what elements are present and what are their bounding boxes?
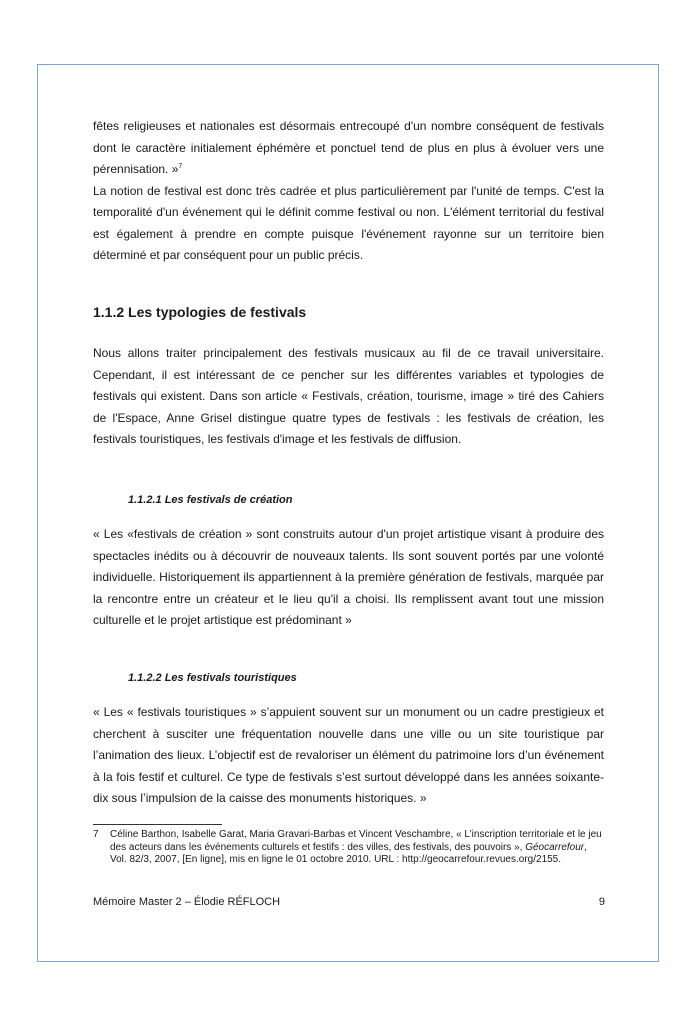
subsection-heading-1122: 1.1.2.2 Les festivals touristiques — [128, 672, 297, 684]
typologies-block — [93, 343, 604, 451]
footnote-number: 7 — [93, 829, 99, 840]
section-heading-112: 1.1.2 Les typologies de festivals — [93, 304, 307, 320]
creation-block — [93, 524, 604, 632]
paragraph-typologies: Nous allons traiter principalement des festivals musicaux au fil de ce travail universitaire. Cependant, il est intéressant de ce pencher sur les différentes variables et typologies de festivals qui existent. Dans son article « Festivals, création, tourisme, image » tiré des Cahiers de l'Espace, Anne Grisel distingue quatre types de festivals : les festivals de création, les festivals touristiques, les festivals d'image et les festivals de diffusion. — [93, 346, 604, 446]
paragraph-notion-festival: La notion de festival est donc très cadrée et plus particulièrement par l'unité de temps. C'est la temporalité d'un événement qui le définit comme festival ou non. L'élément territorial du festival est également à prendre en compte puisque l'événement rayonne sur un territoire bien déterminé et par conséquent pour un public précis. — [93, 183, 604, 262]
footnote-separator — [93, 824, 222, 825]
footnote-journal: Géocarrefour — [525, 841, 585, 853]
paragraph-creation: « Les «festivals de création » sont construits autour d'un projet artistique visant à produire des spectacles inédits ou à découvrir de nouveaux talents. Ils sont souvent portés par une volonté individuelle. Historiquement ils appartiennent à la première génération de festivals, marquée par la rencontre entre un créateur et le lieu qu'il a choisi. Ils remplissent avant tout une mission culturelle et le projet artistique est prédominant » — [93, 527, 604, 627]
top-paragraph: fêtes religieuses et nationales est désormais entrecoupé d'un nombre conséquent de festivals dont le caractère initialement éphémère et ponctuel tend de plus en plus à évoluer vers une pérennisation. »$^7$ — [93, 119, 604, 176]
footnote — [93, 829, 605, 867]
footnote-ref[interactable]: 7 — [178, 163, 183, 170]
page-footer — [93, 896, 605, 908]
top-paragraph-block — [93, 116, 604, 267]
page-number: 9 — [598, 896, 605, 908]
footnote-text: Céline Barthon, Isabelle Garat, Maria Gravari-Barbas et Vincent Veschambre, « L’inscription territoriale et le jeu des acteurs dans les événements culturels et festifs : des villes, des festivals, des pouvoirs », Géocarrefour, Vol. 82/3, 2007, [En ligne], mis en ligne le 01 octobre 2010. URL : http://geocarrefour.revues.org/2155. — [110, 829, 602, 865]
footer-title: Mémoire Master 2 – Élodie RÉFLOCH — [93, 896, 281, 908]
touristiques-block — [93, 702, 604, 810]
paragraph-touristiques: « Les « festivals touristiques » s’appuient souvent sur un monument ou un cadre prestigieux et cherchent à susciter une fréquentation nouvelle dans une ville ou un site touristique par l’animation des lieux. L’objectif est de revaloriser un élément du patrimoine lors d’un événement à la fois festif et culturel. Ce type de festivals s’est surtout développé dans les années soixante-dix sous l’impulsion de la caisse des monuments historiques. » — [93, 705, 604, 805]
subsection-heading-1121: 1.1.2.1 Les festivals de création — [128, 494, 293, 506]
